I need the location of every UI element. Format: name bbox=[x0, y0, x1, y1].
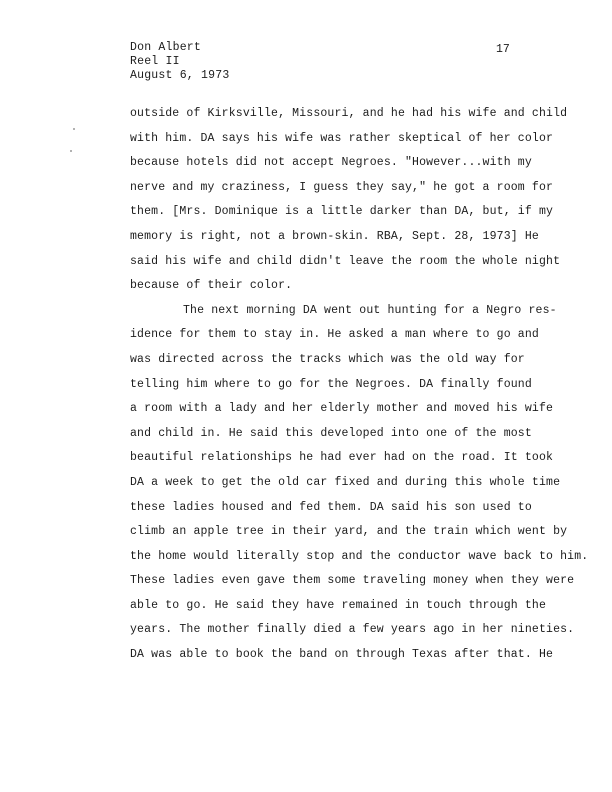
text-line: idence for them to stay in. He asked a man where to go and bbox=[130, 328, 539, 342]
text-line: able to go. He said they have remained in touch through the bbox=[130, 598, 547, 612]
text-line: and child in. He said this developed into one of the most bbox=[130, 426, 532, 440]
text-line: said his wife and child didn't leave the room the whole night bbox=[130, 254, 561, 268]
text-line: telling him where to go for the Negroes. DA finally found bbox=[130, 377, 532, 391]
header-name: Don Albert bbox=[130, 41, 202, 54]
text-line: memory is right, not a brown-skin. RBA, Sept. 28, 1973] He bbox=[130, 229, 539, 243]
text-line: climb an apple tree in their yard, and the train which went by bbox=[130, 525, 568, 539]
text-line: years. The mother finally died a few years ago in her nineties. bbox=[130, 623, 575, 637]
text-line: DA was able to book the band on through Texas after that. He bbox=[130, 648, 554, 662]
text-line: outside of Kirksville, Missouri, and he had his wife and child bbox=[130, 107, 568, 120]
page-number: 17 bbox=[496, 43, 510, 56]
transcript-body bbox=[130, 102, 590, 668]
scan-speck bbox=[73, 128, 75, 130]
text-line: a room with a lady and her elderly mother and moved his wife bbox=[130, 402, 554, 416]
text-line: them. [Mrs. Dominique is a little darker than DA, but, if my bbox=[130, 205, 554, 219]
text-line: beautiful relationships he had ever had on the road. It took bbox=[130, 451, 554, 465]
text-line: these ladies housed and fed them. DA said his son used to bbox=[130, 500, 532, 514]
header-reel: Reel II bbox=[130, 55, 180, 68]
text-line: because hotels did not accept Negroes. "However...with my bbox=[130, 156, 532, 170]
text-line: These ladies even gave them some traveling money when they were bbox=[130, 574, 575, 588]
text-line: DA a week to get the old car fixed and during this whole time bbox=[130, 475, 561, 489]
text-line: was directed across the tracks which was the old way for bbox=[130, 352, 525, 366]
text-line: nerve and my craziness, I guess they say," he got a room for bbox=[130, 180, 554, 194]
text-line: with him. DA says his wife was rather skeptical of her color bbox=[130, 131, 554, 145]
header-date: August 6, 1973 bbox=[130, 69, 230, 82]
text-line: because of their color. bbox=[130, 279, 293, 293]
document-header bbox=[130, 41, 229, 83]
scan-speck bbox=[70, 150, 72, 152]
paragraph-start-line: The next morning DA went out hunting for a Negro res- bbox=[183, 303, 557, 317]
text-line: the home would literally stop and the conductor wave back to him. bbox=[130, 549, 589, 563]
